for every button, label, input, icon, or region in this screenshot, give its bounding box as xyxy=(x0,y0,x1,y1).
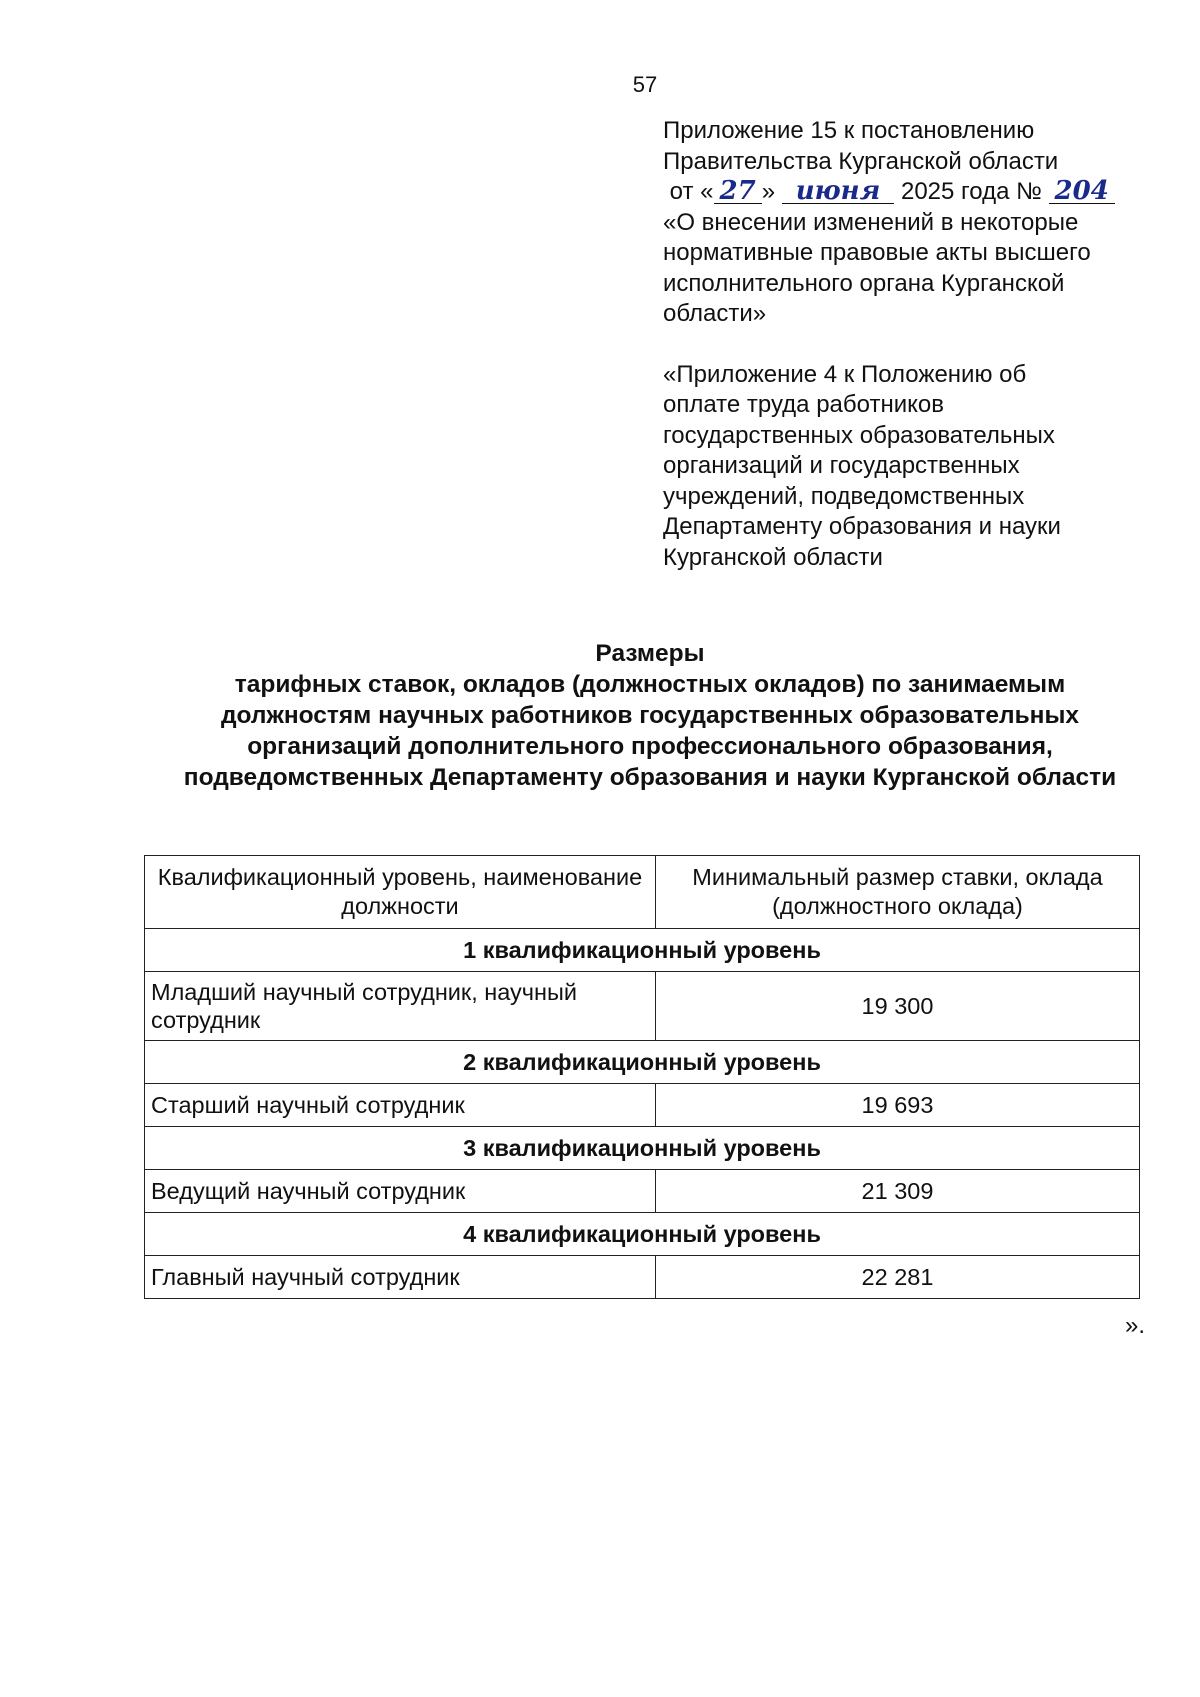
title-line: тарифных ставок, окладов (должностных окладов) по занимаемым xyxy=(234,671,1066,698)
level-row xyxy=(145,1127,1140,1170)
reference-line: Курганской области xyxy=(663,543,883,571)
reference-line: «Приложение 4 к Положению об xyxy=(663,360,1027,388)
appendix-date-line xyxy=(663,177,1163,208)
appendix-reference xyxy=(663,360,1163,574)
salary-cell: 22 281 xyxy=(656,1256,1140,1299)
table-row xyxy=(145,1084,1140,1127)
salary-cell: 21 309 xyxy=(656,1170,1140,1213)
handwritten-day: 27 xyxy=(714,179,762,204)
appendix-line: Приложение 15 к постановлению xyxy=(663,117,1035,144)
appendix-line: нормативные правовые акты высшего xyxy=(663,239,1091,266)
level-row xyxy=(145,1213,1140,1256)
appendix-header xyxy=(663,116,1163,573)
page-number: 57 xyxy=(632,72,658,97)
title-line: Размеры xyxy=(595,640,705,667)
closing-quote: ». xyxy=(1125,1312,1146,1339)
position-cell: Ведущий научный сотрудник xyxy=(145,1170,656,1213)
salary-table xyxy=(144,855,1140,1299)
table-row xyxy=(145,972,1140,1041)
reference-line: государственных образовательных xyxy=(663,421,1055,449)
level-label: 4 квалификационный уровень xyxy=(145,1213,1140,1256)
position-cell: Младший научный сотрудник, научный сотрудник xyxy=(145,972,656,1041)
level-label: 3 квалификационный уровень xyxy=(145,1127,1140,1170)
header-min-salary: Минимальный размер ставки, оклада (должностного оклада) xyxy=(656,856,1140,929)
title-line: организаций дополнительного профессионального образования, xyxy=(247,733,1053,760)
document-title xyxy=(130,638,1170,793)
level-row xyxy=(145,1041,1140,1084)
position-cell: Главный научный сотрудник xyxy=(145,1256,656,1299)
date-mid: » xyxy=(761,178,776,205)
level-row xyxy=(145,929,1140,972)
reference-line: организаций и государственных xyxy=(663,452,1020,479)
appendix-line: области» xyxy=(663,300,767,327)
date-prefix: от « xyxy=(669,178,714,205)
handwritten-month: июня xyxy=(782,179,895,204)
reference-line: оплате труда работников xyxy=(663,391,944,418)
reference-line: учреждений, подведомственных xyxy=(663,482,1025,510)
reference-line: Департаменту образования и науки xyxy=(663,513,1061,540)
position-cell: Старший научный сотрудник xyxy=(145,1084,656,1127)
table-row xyxy=(145,1170,1140,1213)
level-label: 1 квалификационный уровень xyxy=(145,929,1140,972)
title-line: должностям научных работников государственных образовательных xyxy=(220,702,1079,729)
header-qualification: Квалификационный уровень, наименование должности xyxy=(145,856,656,929)
handwritten-doc-number: 204 xyxy=(1049,179,1115,204)
level-label: 2 квалификационный уровень xyxy=(145,1041,1140,1084)
appendix-line: исполнительного органа Курганской xyxy=(663,269,1065,297)
title-line: подведомственных Департаменту образования и науки Курганской области xyxy=(183,764,1117,791)
date-year: 2025 года № xyxy=(900,178,1042,205)
appendix-line: Правительства Курганской области xyxy=(663,147,1059,175)
table-row xyxy=(145,1256,1140,1299)
salary-cell: 19 300 xyxy=(656,972,1140,1041)
appendix-line: «О внесении изменений в некоторые xyxy=(663,208,1079,236)
table-header-row xyxy=(145,856,1140,929)
salary-cell: 19 693 xyxy=(656,1084,1140,1127)
